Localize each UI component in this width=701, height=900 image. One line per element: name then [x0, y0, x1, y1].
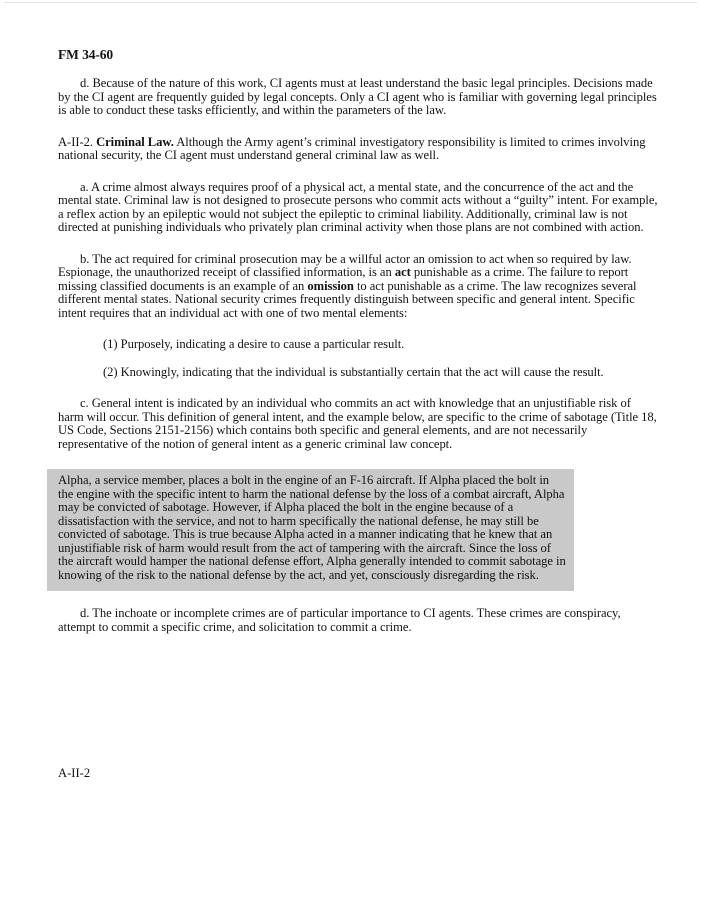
list-item-2-knowingly: (2) Knowingly, indicating that the individual is substantially certain that the act will cause the result.: [103, 364, 604, 379]
paragraph-b-text-3: to act punishable as a crime. The law recognizes several different mental states. National security crimes frequently distinguish between specific and general intent. Specific intent requires that an individual act with one of two mental elements:: [58, 278, 637, 320]
paragraph-c-general-intent: c. General intent is indicated by an individual who commits an act with knowledge that an unjustifiable risk of harm will occur. This definition of general intent, and the example below, are specific to the crime of sabotage (Title 18, US Code, Sections 2151-2156) which contains both specific and general elements, and are not necessarily representative of the notion of general intent as a generic criminal law concept.: [58, 396, 657, 451]
list-item-1-purposely: (1) Purposely, indicating a desire to cause a particular result.: [103, 337, 405, 351]
paragraph-b-act-omission: [58, 253, 658, 321]
example-box: [47, 469, 574, 591]
paragraph-a-crime-elements: a. A crime almost always requires proof of a physical act, a mental state, and the concurrence of the act and the mental state. Criminal law is not designed to prosecute persons who commit acts without a “guilty” intent. For example, a reflex action by an epileptic would not subject the epileptic to criminal liability. Additionally, criminal law is not directed at punishing individuals who privately plan criminal activity when those plans are not combined with action.: [58, 179, 658, 234]
scan-edge-line: [4, 2, 697, 3]
paragraph-b-bold-omission: omission: [307, 278, 354, 293]
paragraph-d-legal-principles: d. Because of the nature of this work, CI agents must at least understand the basic legal principles. Decisions made by the CI agent are frequently guided by legal concepts. Only a CI agent who is familiar with governing legal principles is able to conduct these tasks efficiently, and within the parameters of the law.: [58, 76, 657, 117]
paragraph-b-text-2: punishable as a crime. The failure to report missing classified documents is an example of an: [58, 265, 629, 293]
section-number: A-II-2.: [58, 134, 97, 149]
example-box-text: Alpha, a service member, places a bolt in the engine of an F-16 aircraft. If Alpha placed the bolt in the engine with the specific intent to harm the national defense by the loss of a combat aircraft, Alpha may be convicted of sabotage. However, if Alpha placed the bolt in the engine because of a dissatisfaction with the service, and not to harm specifically the national defense, he may still be convicted of sabotage. This is true because Alpha acted in a manner indicating that he knew that an unjustifiable risk of harm would result from the act of tampering with the aircraft. Since the loss of the aircraft would hamper the national defense effort, Alpha generally intended to commit sabotage in knowing of the risk to the national defense by the act, and yet, consciously disregarding the risk.: [58, 473, 566, 582]
paragraph-b-text-1: b. The act required for criminal prosecution may be a willful actor an omission to act when so required by law. Espionage, the unauthorized receipt of classified information, is an: [58, 251, 632, 279]
page-header-manual-number: FM 34-60: [58, 47, 114, 62]
section-title-bold: Criminal Law.: [96, 134, 174, 149]
paragraph-criminal-law-heading: [58, 136, 658, 163]
document-body: [58, 48, 658, 652]
paragraph-b-bold-act: act: [394, 265, 411, 279]
paragraph-d-inchoate-crimes: d. The inchoate or incomplete crimes are of particular importance to CI agents. These crimes are conspiracy, attempt to commit a specific crime, and solicitation to commit a crime.: [58, 606, 621, 634]
page-footer-page-number: A-II-2: [58, 766, 91, 780]
section-intro-text: Although the Army agent’s criminal investigatory responsibility is limited to crimes involving national security, the CI agent must understand general criminal law as well.: [58, 134, 646, 162]
